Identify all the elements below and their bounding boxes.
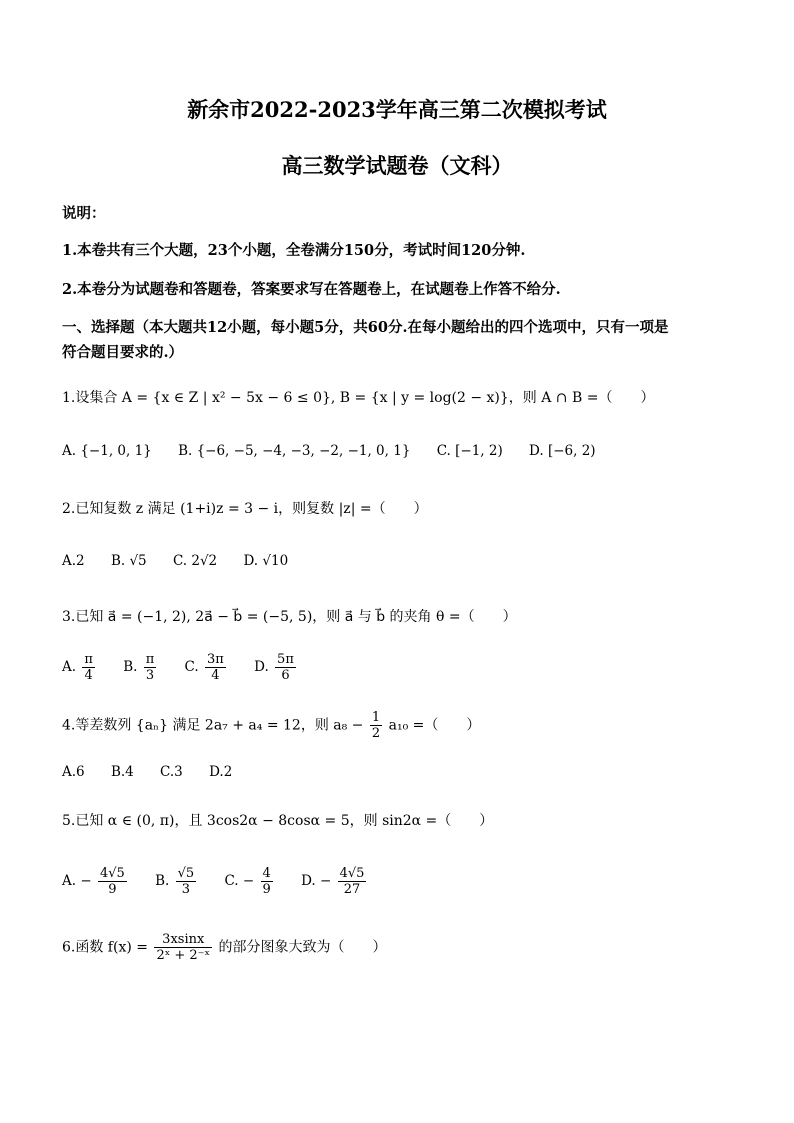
note-2: 2.本卷分为试题卷和答题卷，答案要求写在答题卷上，在试题卷上作答不给分. xyxy=(62,281,561,298)
q5-b-num: √5 xyxy=(177,866,195,881)
q4-option-b: B.4 xyxy=(110,764,134,780)
q5-option-c: C. − $\frac{4}{9}$ xyxy=(224,866,271,897)
q6-stem-den: 2ˣ + 2⁻ˣ xyxy=(156,948,211,963)
q5-option-d: D. − $\frac{4√5}{27}$ xyxy=(301,866,365,897)
q1-option-c: C. [−1, 2) xyxy=(436,443,503,459)
q5-a-num: 4√5 xyxy=(99,866,125,881)
q1-option-a: A. {−1, 0, 1} xyxy=(62,443,152,459)
q4-option-d: D.2 xyxy=(209,764,233,780)
q5-option-b: B. $\frac{√5}{3}$ xyxy=(155,866,195,897)
q2-option-d: D. √10 xyxy=(243,553,289,569)
q4-stem-num: 1 xyxy=(371,710,381,725)
q3-option-c: C. $\frac{3\pi}{4}$ xyxy=(184,652,224,683)
q3-a-den: 4 xyxy=(84,668,93,683)
q2-option-c: C. 2√2 xyxy=(172,553,218,569)
q3-d-num: 5π xyxy=(277,652,294,667)
q5-a-den: 9 xyxy=(108,882,117,897)
q4-stem-den: 2 xyxy=(371,726,381,741)
question-3-options xyxy=(62,652,320,683)
q3-option-a: A. $\frac{\pi}{4}$ xyxy=(62,652,93,683)
q5-option-a: A. − $\frac{4√5}{9}$ xyxy=(62,866,125,897)
question-5-stem: 5.已知 α ∈ (0, π)，且 3cos2α − 8cosα = 5，则 sin2α =（ ） xyxy=(62,813,494,829)
q2-option-b: B. √5 xyxy=(110,553,147,569)
question-2-stem: 2.已知复数 z 满足 (1+i)z = 3 − i，则复数 |z| =（ ） xyxy=(62,501,428,517)
question-3-stem: 3.已知 a⃗ = (−1, 2), 2a⃗ − b⃗ = (−5, 5)，则 a⃗ 与 b⃗ 的夹角 θ =（ ） xyxy=(62,609,517,625)
q1-option-b: B. {−6, −5, −4, −3, −2, −1, 0, 1} xyxy=(178,443,411,459)
question-4-stem: 4.等差数列 {aₙ} 满足 2a₇ + a₄ = 12，则 a₈ − $\frac{1}{2}$ a₁₀ =（ ） xyxy=(62,710,481,741)
section-heading-line2: 符合题目要求的.） xyxy=(62,344,184,361)
q4-option-a: A.6 xyxy=(62,764,85,780)
question-2-options xyxy=(62,553,310,569)
question-1-stem: 1.设集合 A = {x ∈ Z | x² − 5x − 6 ≤ 0}, B = {x | y = log(2 − x)}，则 A ∩ B =（ ） xyxy=(62,390,655,406)
q2-option-a: A.2 xyxy=(62,553,85,569)
q5-d-den: 27 xyxy=(343,882,361,897)
q6-stem-num: 3xsinx xyxy=(154,932,212,948)
question-1-options xyxy=(62,443,618,459)
q5-d-num: 4√5 xyxy=(339,866,365,881)
note-header: 说明： xyxy=(62,205,106,222)
q3-c-den: 4 xyxy=(211,668,220,683)
q3-option-d: D. $\frac{5\pi}{6}$ xyxy=(254,652,294,683)
q5-c-den: 9 xyxy=(262,882,271,897)
note-1: 1.本卷共有三个大题，23个小题，全卷满分150分，考试时间120分钟. xyxy=(62,242,526,259)
question-6-stem: 6.函数 f(x) = $\frac{3xsinx}{\text{2ˣ + 2⁻ˣ}}$ 的部分图象大致为（ ） xyxy=(62,932,387,963)
q4-option-c: C.3 xyxy=(160,764,183,780)
exam-subtitle: 高三数学试题卷（文科） xyxy=(281,153,513,178)
q3-option-b: B. $\frac{\pi}{3}$ xyxy=(123,652,155,683)
section-heading-line1: 一、选择题（本大题共12小题，每小题5分，共60分.在每小题给出的四个选项中，只有一项是 xyxy=(62,319,669,336)
question-4-options xyxy=(62,764,254,780)
q3-b-num: π xyxy=(145,652,155,667)
question-5-options xyxy=(62,866,390,897)
q5-b-den: 3 xyxy=(181,882,191,897)
q1-option-d: D. [−6, 2) xyxy=(529,443,596,459)
q3-a-num: π xyxy=(84,652,93,667)
q3-c-num: 3π xyxy=(206,652,224,667)
q3-b-den: 3 xyxy=(145,668,155,683)
q3-d-den: 6 xyxy=(281,668,290,683)
q5-c-num: 4 xyxy=(262,866,271,881)
exam-title: 新余市2022-2023学年高三第二次模拟考试 xyxy=(187,97,607,122)
